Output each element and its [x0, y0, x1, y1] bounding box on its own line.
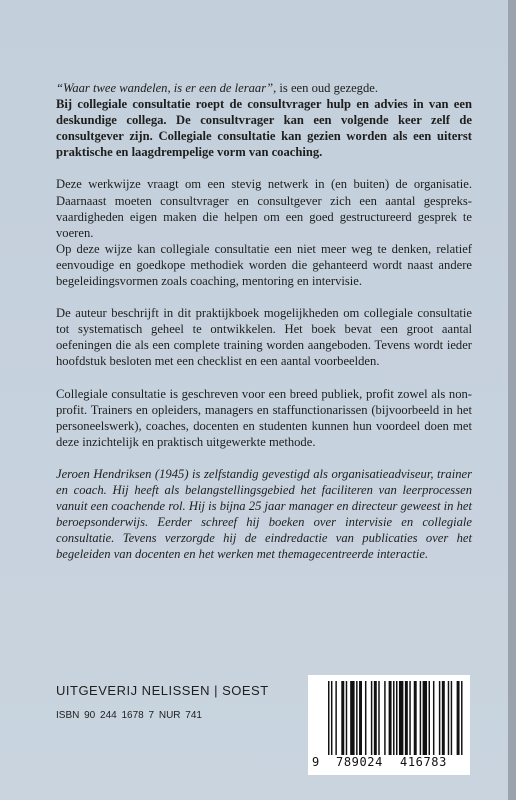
intro-paragraph — [56, 80, 472, 96]
barcode-bar — [365, 681, 366, 755]
barcode-bar — [420, 681, 421, 755]
barcode-bar — [393, 681, 394, 755]
barcode-bar — [405, 681, 408, 755]
barcode-first-digit: 9 — [312, 755, 320, 769]
barcode-bar — [457, 681, 460, 755]
audience-paragraph: Collegiale consultatie is geschreven voor een breed publiek, profit zowel als non-profit. Trainers en opleiders, managers en staffunctionarissen (bijvoorbeeld in het personeelswerk), coaches, docenten en studenten kunnen hun voordeel doen met deze inzichtelijk en praktisch uitgewerkte methode. — [56, 386, 472, 449]
barcode-bar — [384, 681, 385, 755]
method-paragraph-continued: Op deze wijze kan collegiale consultatie een niet meer weg te denken, relatief eenvoudige en goedkope methodiek worden die gehanteerd wordt naast andere begeleidingsvormen zoals coaching, mentoring en intervisie. — [56, 241, 472, 289]
barcode-bar — [442, 681, 445, 755]
barcode-bar — [399, 681, 403, 755]
barcode-bar — [448, 681, 449, 755]
barcode-bar — [429, 681, 430, 755]
barcode-bar — [359, 681, 362, 755]
barcode-bar — [423, 681, 427, 755]
author-describes-paragraph: De auteur beschrijft in dit praktijkboek mogelijkheden om collegiale consultatie tot systematisch geheel te ontwikkelen. Het boek bevat een groot aantal oefeningen die als een complete training worden aangeboden. Tevens wordt ieder hoofdstuk besloten met een checklist en een aantal voorbeelden. — [56, 306, 472, 369]
barcode-group-2: 416783 — [400, 755, 447, 769]
author-bio: Jeroen Hendriksen (1945) is zelfstandig gevestigd als organisatieadviseur, trainer en coach. Hij heeft als belangstellingsgebied het faciliteren van leerprocessen vanuit een coachende rol. Hij is bijna 25 jaar manager en directeur geweest in het beroepsonderwijs. Eerder schreef hij boeken over intervisie en collegiale consultatie. Tevens verzorgde hij de eindredactie van publicaties over het begeleiden van docenten en het werken met themagecentreerde interactie. — [56, 466, 472, 562]
barcode-bar — [378, 681, 379, 755]
barcode-bar — [346, 681, 347, 755]
barcode-bar — [396, 681, 397, 755]
page-edge — [508, 0, 516, 800]
blurb-text — [56, 80, 472, 578]
barcode-bar — [414, 681, 417, 755]
quote-suffix: , is een oud gezegde. — [273, 81, 379, 95]
barcode-group-1: 789024 — [336, 755, 383, 769]
barcode-bar — [371, 681, 372, 755]
barcode-bar — [350, 681, 354, 755]
barcode — [308, 675, 470, 775]
opening-quote: “Waar twee wandelen, is er een de leraar” — [56, 81, 274, 95]
barcode-bar — [461, 681, 462, 755]
barcode-bar — [389, 681, 392, 755]
barcode-bar — [451, 681, 452, 755]
barcode-bar — [439, 681, 440, 755]
intro-bold-paragraph: Bij collegiale consultatie roept de consultvrager hulp en advies in van een deskundige collega. De consultvrager kan een volgende keer zelf de consultgever zijn. Collegiale consultatie kan gezien worden als een uiterst praktische en laagdrempelige vorm van coaching. — [56, 97, 472, 160]
barcode-bar — [341, 681, 344, 755]
barcode-bars — [328, 681, 464, 759]
barcode-bar — [331, 681, 332, 755]
publisher-name: UITGEVERIJ NELISSEN | SOEST — [56, 683, 269, 698]
isbn-line: ISBN 90 244 1678 7 NUR 741 — [56, 710, 202, 721]
barcode-bar — [356, 681, 357, 755]
method-paragraph: Deze werkwijze vraagt om een stevig netwerk in (en buiten) de organisatie. Daarnaast moeten consultvrager en consultgever zich een aantal gespreks-vaardigheden eigen maken die helpen om een goed gestructureerd gesprek te voeren. — [56, 177, 472, 240]
barcode-bar — [335, 681, 336, 755]
barcode-bar — [328, 681, 329, 755]
barcode-bar — [433, 681, 434, 755]
barcode-bar — [374, 681, 377, 755]
barcode-bar — [409, 681, 410, 755]
